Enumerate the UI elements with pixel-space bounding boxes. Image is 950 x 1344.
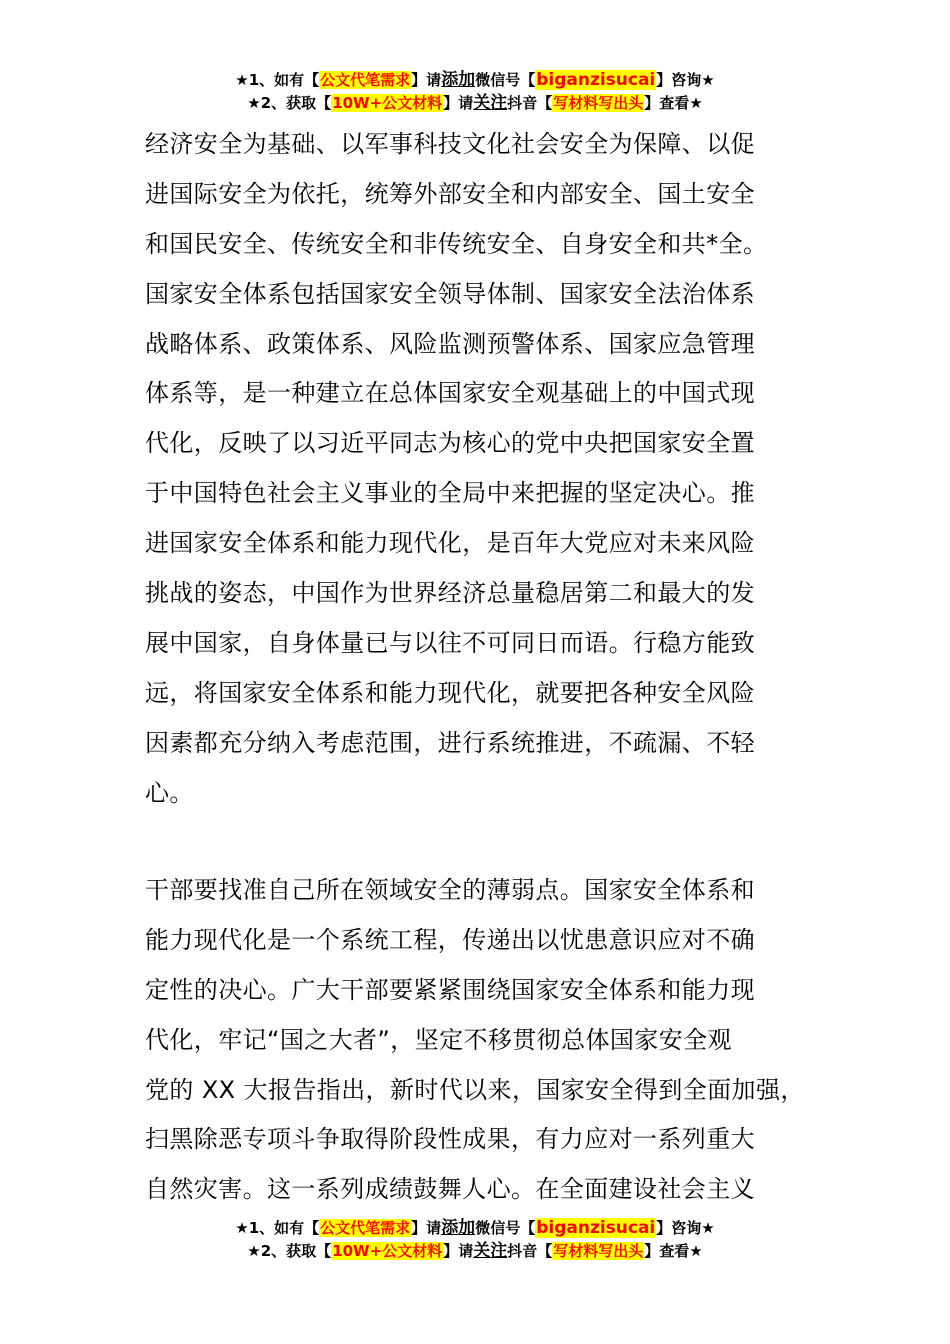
banner-text: ★1、如有【 xyxy=(235,71,320,89)
text-line: 心。 xyxy=(145,778,194,807)
banner-text: 】查看★ xyxy=(644,94,703,112)
footer-banner-line-2 xyxy=(0,1241,950,1261)
text-line: 体系等，是一种建立在总体国家安全观基础上的中国式现 xyxy=(145,379,755,408)
banner-text: 】请 xyxy=(411,1219,442,1237)
text-line: 代化，牢记“国之大者”，坚定不移贯彻总体国家安全观 xyxy=(145,1025,732,1054)
banner-highlight: 写材料写出头 xyxy=(553,94,644,112)
banner-text: 】咨询★ xyxy=(656,1219,715,1237)
banner-text: 】请 xyxy=(443,1242,474,1260)
text-line: 进国际安全为依托，统筹外部安全和内部安全、国土安全 xyxy=(145,179,755,208)
banner-text: 抖音【 xyxy=(507,1242,553,1260)
text-line: 和国民安全、传统安全和非传统安全、自身安全和共*全。 xyxy=(145,229,768,258)
banner-highlight: 10W+公文材料 xyxy=(332,1242,443,1260)
text-line: 因素都充分纳入考虑范围，进行系统推进，不疏漏、不轻 xyxy=(145,728,755,757)
banner-highlight: 10W+公文材料 xyxy=(332,94,443,112)
banner-wechat-id: biganzisucai xyxy=(536,70,656,90)
banner-highlight: 公文代笔需求 xyxy=(320,71,411,89)
text-line: 国家安全体系包括国家安全领导体制、国家安全法治体系 xyxy=(145,279,755,308)
banner-underlined-text: 添加 xyxy=(441,70,476,90)
text-line: 进国家安全体系和能力现代化，是百年大党应对未来风险 xyxy=(145,529,755,558)
footer-banner xyxy=(0,1218,950,1261)
banner-highlight: 公文代笔需求 xyxy=(320,1219,411,1237)
header-banner xyxy=(0,70,950,113)
body-paragraph-2 xyxy=(145,866,835,1215)
header-banner-line-2 xyxy=(0,93,950,113)
text-line: 党的 XX 大报告指出，新时代以来，国家安全得到全面加强， xyxy=(145,1075,805,1104)
text-line: 代化，反映了以习近平同志为核心的党中央把国家安全置 xyxy=(145,429,755,458)
banner-text: 抖音【 xyxy=(507,94,553,112)
banner-text: 】咨询★ xyxy=(656,71,715,89)
banner-text: ★2、获取【 xyxy=(247,94,332,112)
banner-text: ★2、获取【 xyxy=(247,1242,332,1260)
text-line: 于中国特色社会主义事业的全局中来把握的坚定决心。推 xyxy=(145,479,755,508)
banner-text: 】请 xyxy=(443,94,474,112)
banner-underlined-text: 关注 xyxy=(473,93,508,113)
banner-text: 微信号【 xyxy=(475,1219,536,1237)
header-banner-line-1 xyxy=(0,70,950,90)
banner-wechat-id: biganzisucai xyxy=(536,1218,656,1238)
banner-underlined-text: 关注 xyxy=(473,1241,508,1261)
body-paragraph-1 xyxy=(145,120,835,818)
text-line: 展中国家，自身体量已与以往不可同日而语。行稳方能致 xyxy=(145,628,755,657)
text-line: 经济安全为基础、以军事科技文化社会安全为保障、以促 xyxy=(145,130,755,158)
text-line: 干部要找准自己所在领域安全的薄弱点。国家安全体系和 xyxy=(145,876,755,904)
text-line: 挑战的姿态，中国作为世界经济总量稳居第二和最大的发 xyxy=(145,579,755,608)
text-line: 定性的决心。广大干部要紧紧围绕国家安全体系和能力现 xyxy=(145,975,755,1004)
text-line: 战略体系、政策体系、风险监测预警体系、国家应急管理 xyxy=(145,329,755,358)
banner-underlined-text: 添加 xyxy=(441,1218,476,1238)
text-line: 远，将国家安全体系和能力现代化，就要把各种安全风险 xyxy=(145,678,755,707)
banner-text: 微信号【 xyxy=(475,71,536,89)
text-line: 能力现代化是一个系统工程，传递出以忧患意识应对不确 xyxy=(145,925,755,954)
banner-highlight: 写材料写出头 xyxy=(553,1242,644,1260)
text-line: 扫黑除恶专项斗争取得阶段性成果，有力应对一系列重大 xyxy=(145,1125,755,1154)
banner-text: ★1、如有【 xyxy=(235,1219,320,1237)
text-line: 自然灾害。这一系列成绩鼓舞人心。在全面建设社会主义 xyxy=(145,1175,755,1204)
footer-banner-line-1 xyxy=(0,1218,950,1238)
banner-text: 】查看★ xyxy=(644,1242,703,1260)
banner-text: 】请 xyxy=(411,71,442,89)
